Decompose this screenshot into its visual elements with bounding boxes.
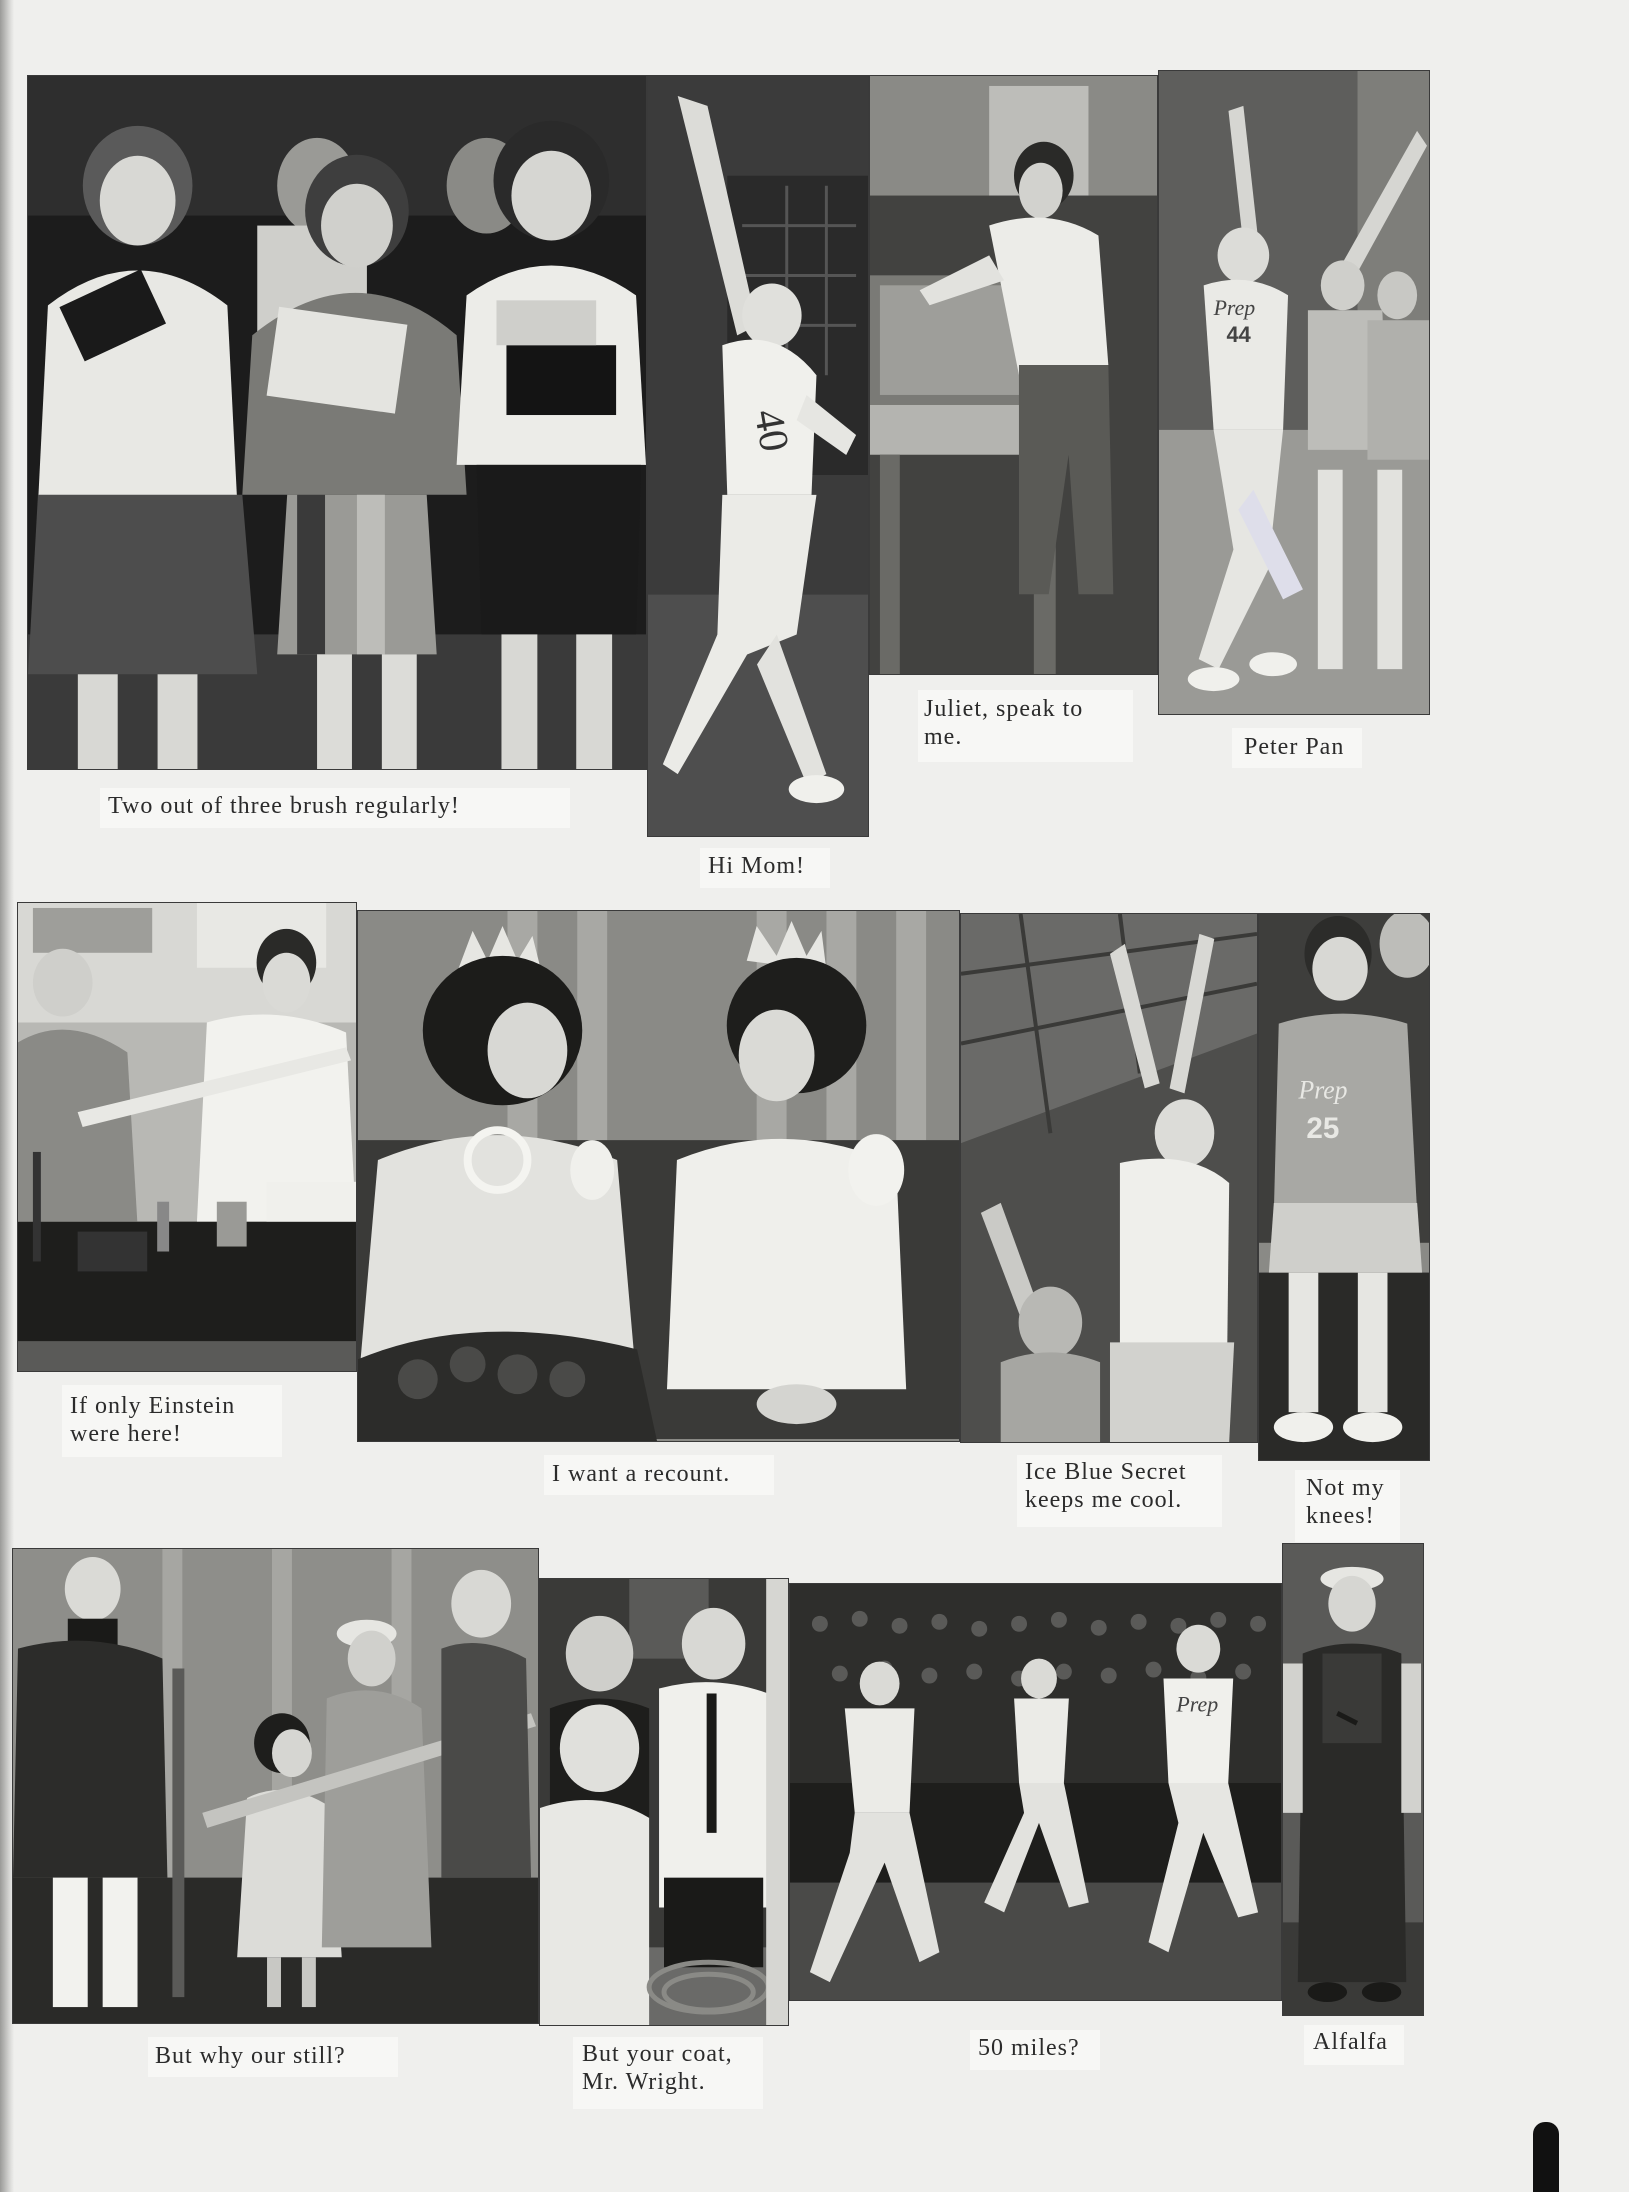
photo-ice-blue xyxy=(960,913,1258,1443)
caption-alfalfa: Alfalfa xyxy=(1313,2029,1388,2055)
photo-knees-image xyxy=(1259,914,1429,1460)
photo-still xyxy=(12,1548,539,2024)
photo-still-image xyxy=(13,1549,538,2023)
photo-knees xyxy=(1258,913,1430,1461)
caption-knees: Not my knees! xyxy=(1306,1475,1385,1529)
photo-juliet-image xyxy=(870,76,1157,674)
photo-recount-image xyxy=(358,911,959,1441)
jersey-number-40: 40 xyxy=(744,405,798,456)
photo-brushing-girls-image xyxy=(28,76,646,769)
jersey-prep-label-3: Prep xyxy=(1176,1691,1219,1717)
photo-peter-pan-image xyxy=(1159,71,1429,714)
photo-einstein xyxy=(17,902,357,1372)
caption-brushing-girls: Two out of three brush regularly! xyxy=(108,793,460,819)
photo-alfalfa xyxy=(1282,1543,1424,2016)
photo-coat-image xyxy=(540,1579,788,2025)
caption-recount: I want a recount. xyxy=(552,1461,731,1487)
caption-einstein: If only Einstein were here! xyxy=(70,1393,236,1447)
photo-coat xyxy=(539,1578,789,2026)
photo-einstein-image xyxy=(18,903,356,1371)
caption-hi-mom: Hi Mom! xyxy=(708,853,805,879)
caption-juliet: Juliet, speak to me. xyxy=(924,696,1084,750)
caption-ice-blue: Ice Blue Secret keeps me cool. xyxy=(1025,1459,1187,1513)
caption-still: But why our still? xyxy=(155,2043,346,2069)
photo-miles xyxy=(789,1583,1282,2001)
photo-hi-mom xyxy=(647,75,869,837)
photo-miles-image xyxy=(790,1584,1281,2000)
photo-peter-pan xyxy=(1158,70,1430,715)
photo-recount xyxy=(357,910,960,1442)
photo-brushing-girls xyxy=(27,75,647,770)
jersey-number-25: 25 xyxy=(1306,1112,1340,1146)
page-corner-tab xyxy=(1533,2122,1559,2192)
jersey-prep-label-1: Prep xyxy=(1213,296,1256,321)
photo-juliet xyxy=(869,75,1158,675)
photo-ice-blue-image xyxy=(961,914,1257,1442)
photo-hi-mom-image xyxy=(648,76,868,836)
caption-miles: 50 miles? xyxy=(978,2035,1080,2061)
caption-peter-pan: Peter Pan xyxy=(1244,734,1345,760)
photo-alfalfa-image xyxy=(1283,1544,1423,2015)
jersey-prep-label-2: Prep xyxy=(1298,1075,1348,1105)
caption-coat: But your coat, Mr. Wright. xyxy=(582,2041,733,2095)
jersey-number-44: 44 xyxy=(1226,322,1251,348)
